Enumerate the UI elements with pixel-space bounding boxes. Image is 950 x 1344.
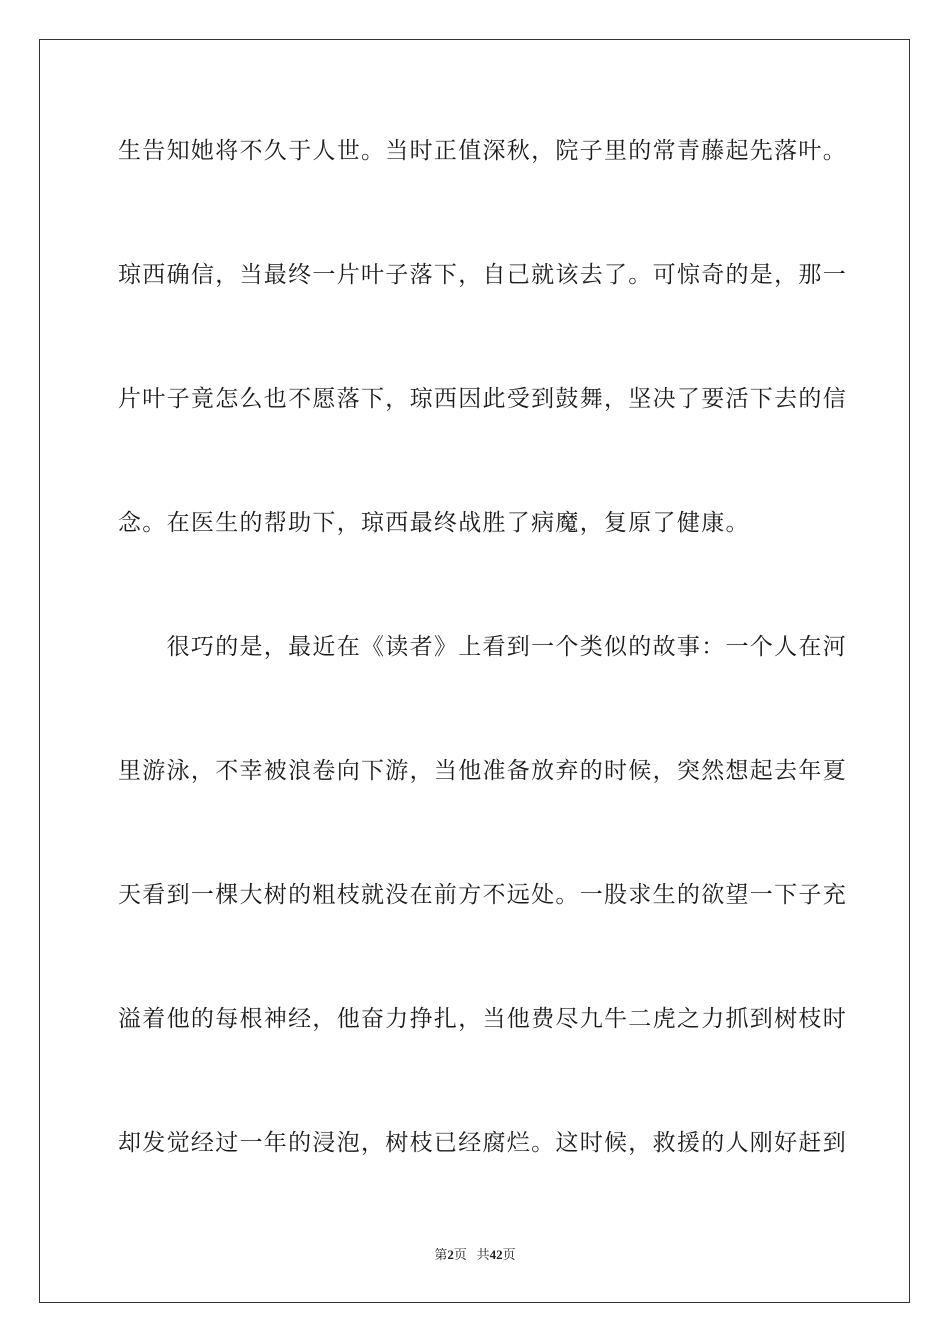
page-label-suffix: 页 [453,1247,467,1262]
text-line-3: 片叶子竟怎么也不愿落下，琼西因此受到鼓舞，坚决了要活下去的信 [118,386,847,412]
text-line-8: 溢着他的每根神经，他奋力挣扎，当他费尽九牛二虎之力抓到树枝时 [118,1006,847,1032]
text-line-6: 里游泳，不幸被浪卷向下游，当他准备放弃的时候，突然想起去年夏 [118,758,847,784]
total-pages-number: 42 [489,1247,503,1262]
text-line-4: 念。在医生的帮助下，琼西最终战胜了病魔，复原了健康。 [118,510,750,536]
text-line-2: 琼西确信，当最终一片叶子落下，自己就该去了。可惊奇的是，那一 [118,262,847,288]
paragraph-start-line: 很巧的是，最近在《读者》上看到一个类似的故事：一个人在河 [118,634,847,660]
text-line-7: 天看到一棵大树的粗枝就没在前方不远处。一股求生的欲望一下子充 [118,882,847,908]
current-page-number: 2 [447,1247,454,1262]
total-label-prefix: 共 [476,1247,490,1262]
page-label-prefix: 第 [434,1247,448,1262]
page-footer [0,1246,950,1264]
text-line-9: 却发觉经过一年的浸泡，树枝已经腐烂。这时候，救援的人刚好赶到 [118,1130,847,1156]
total-label-suffix: 页 [502,1247,516,1262]
page-border [39,39,910,1303]
text-line-1: 生告知她将不久于人世。当时正值深秋，院子里的常青藤起先落叶。 [118,138,847,164]
